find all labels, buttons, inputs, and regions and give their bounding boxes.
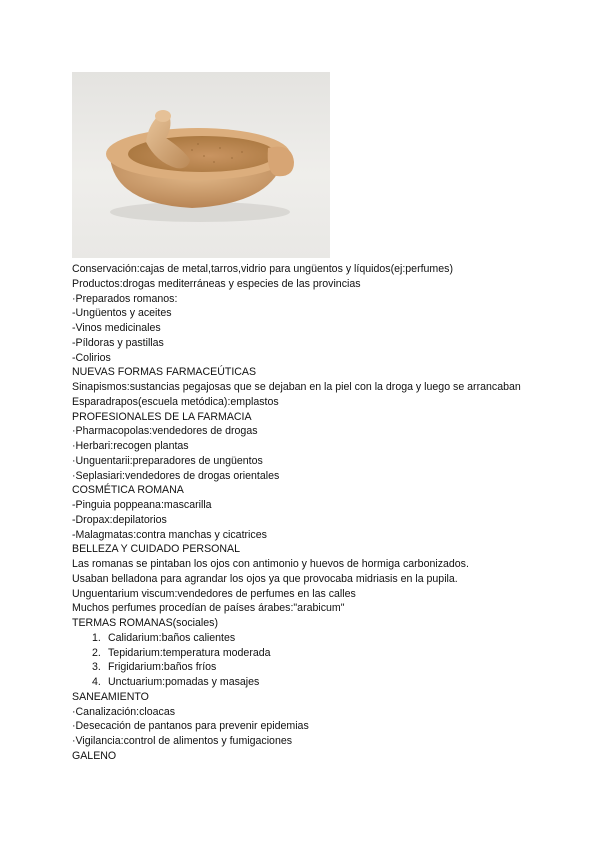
list-item-number: 4.: [92, 676, 101, 688]
list-item-text: Unctuarium:pomadas y masajes: [108, 676, 260, 688]
text-line: COSMÉTICA ROMANA: [72, 484, 184, 497]
list-item-number: 1.: [92, 631, 101, 644]
mortar-illustration: [72, 72, 330, 258]
notes-block-a: [72, 262, 532, 380]
text-line: -Píldoras y pastillas: [72, 336, 164, 349]
list-item-text: Tepidarium:temperatura moderada: [108, 646, 271, 659]
text-line: -Malagmatas:contra manchas y cicatrices: [72, 528, 267, 541]
text-line: -Colirios: [72, 351, 111, 364]
text-line: ·Seplasiari:vendedores de drogas orientales: [72, 469, 280, 482]
text-line: -Vinos medicinales: [72, 322, 161, 334]
text-line: -Ungüentos y aceites: [72, 307, 172, 320]
notes-text: [72, 262, 532, 764]
text-line: NUEVAS FORMAS FARMACEÚTICAS: [72, 366, 257, 379]
text-line: SANEAMIENTO: [72, 690, 149, 703]
text-line: Conservación:cajas de metal,tarros,vidrio para ungüentos y líquidos(ej:perfumes): [72, 263, 453, 275]
text-line: -Pinguia poppeana:mascarilla: [72, 499, 212, 511]
list-item-text: Frigidarium:baños fríos: [108, 661, 217, 674]
list-item-number: 2.: [92, 646, 101, 659]
termas-list: [72, 631, 532, 690]
list-item-number: 3.: [92, 661, 101, 674]
text-line: ·Desecación de pantanos para prevenir epidemias: [72, 720, 309, 733]
text-line: ·Preparados romanos:: [72, 292, 178, 305]
text-line: PROFESIONALES DE LA FARMACIA: [72, 410, 252, 423]
text-line: ·Herbari:recogen plantas: [72, 440, 189, 452]
text-line: TERMAS ROMANAS(sociales): [72, 617, 218, 629]
text-line: ·Pharmacopolas:vendedores de drogas: [72, 425, 258, 438]
text-line: Muchos perfumes procedían de países árabes:"arabicum": [72, 602, 345, 615]
list-item: [72, 631, 532, 646]
text-line: -Dropax:depilatorios: [72, 513, 167, 526]
text-line: Esparadrapos(escuela metódica):emplastos: [72, 395, 279, 408]
list-item-text: Calidarium:baños calientes: [108, 631, 236, 644]
text-line: Productos:drogas mediterráneas y especies de las provincias: [72, 277, 361, 290]
text-line: Unguentarium viscum:vendedores de perfumes en las calles: [72, 587, 356, 600]
notes-block-c: [72, 690, 532, 764]
text-line: GALENO: [72, 749, 117, 762]
list-item: [72, 675, 532, 690]
text-line: ·Canalización:cloacas: [72, 705, 176, 718]
notes-block-b: [72, 395, 532, 631]
text-line: BELLEZA Y CUIDADO PERSONAL: [72, 543, 240, 556]
text-line: Las romanas se pintaban los ojos con antimonio y huevos de hormiga carbonizados.: [72, 558, 469, 570]
sinapismos-paragraph: Sinapismos:sustancias pegajosas que se dejaban en la piel con la droga y luego se arrancaban: [72, 381, 521, 393]
text-line: ·Unguentarii:preparadores de ungüentos: [72, 454, 263, 467]
text-line: Usaban belladona para agrandar los ojos ya que provocaba midriasis en la pupila.: [72, 572, 458, 585]
text-line: ·Vigilancia:control de alimentos y fumigaciones: [72, 735, 293, 747]
list-item: [72, 660, 532, 675]
mortar-photo: [72, 72, 330, 258]
list-item: [72, 646, 532, 661]
